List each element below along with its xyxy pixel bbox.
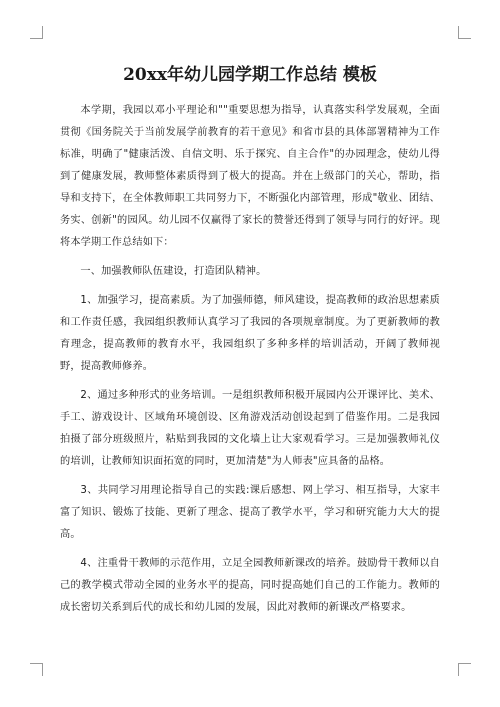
- item-paragraph-4: 4、注重骨干教师的示范作用，立足全园教师新课改的培养。鼓励骨干教师以自己的教学模式带动全园的业务水平的提高，同时提高她们自己的工作能力。教师的成长密切关系到后代的成长和幼儿园的发展，因此对教师的新课改严格要求。: [60, 558, 440, 613]
- document-title: 20xx年幼儿园学期工作总结 模板: [123, 65, 377, 85]
- item-paragraph-3: 3、共同学习用理论指导自己的实践:课后感想、网上学习、相互指导，大家丰富了知识、锻炼了技能、更新了理念、提高了教学水平，学习和研究能力大大的提高。: [60, 485, 440, 540]
- section-heading: 一、加强教师队伍建设，打造团队精神。: [80, 266, 267, 277]
- crop-mark-bottom-left: [30, 663, 43, 676]
- item-paragraph-2: 2、通过多种形式的业务培训。一是组织教师积极开展园内公开课评比、美术、手工、游戏设计、区域角环境创设、区角游戏活动创设起到了借鉴作用。二是我园拍摄了部分班级照片，粘贴到我园的文化墙上让大家观看学习。三是加强教师礼仪的培训，让教师知识面拓宽的同时，更加清楚"为人师表"应具备的品格。: [60, 390, 440, 467]
- intro-paragraph: 本学期，我园以邓小平理论和""重要思想为指导，认真落实科学发展观，全面贯彻《国务院关于当前发展学前教育的若干意见》和省市县的具体部署精神为工作标准，明确了"健康活泼、自信文明、乐于探究、自主合作"的办园理念，使幼儿得到了健康发展，教师整体素质得到了极大的提高。并在上级部门的关心，帮助，指导和支持下，在全体教师职工共同努力下，不断强化内部管理，形成"敬业、团结、务实、创新"的园风。幼儿园不仅赢得了家长的赞誉还得到了领导与同行的好评。现将本学期工作总结如下：: [60, 105, 440, 248]
- item-paragraph-1: 1、加强学习，提高素质。为了加强师德，师风建设，提高教师的政治思想素质和工作责任感，我园组织教师认真学习了我园的各项规章制度。为了更新教师的教育理念，提高教师的教育水平，我园组织了多种多样的培训活动，开阔了教师视野，提高教师修养。: [60, 295, 440, 372]
- crop-mark-bottom-right: [458, 663, 471, 676]
- crop-mark-top-left: [30, 26, 43, 39]
- crop-mark-top-right: [458, 26, 471, 39]
- document-body: [60, 100, 440, 626]
